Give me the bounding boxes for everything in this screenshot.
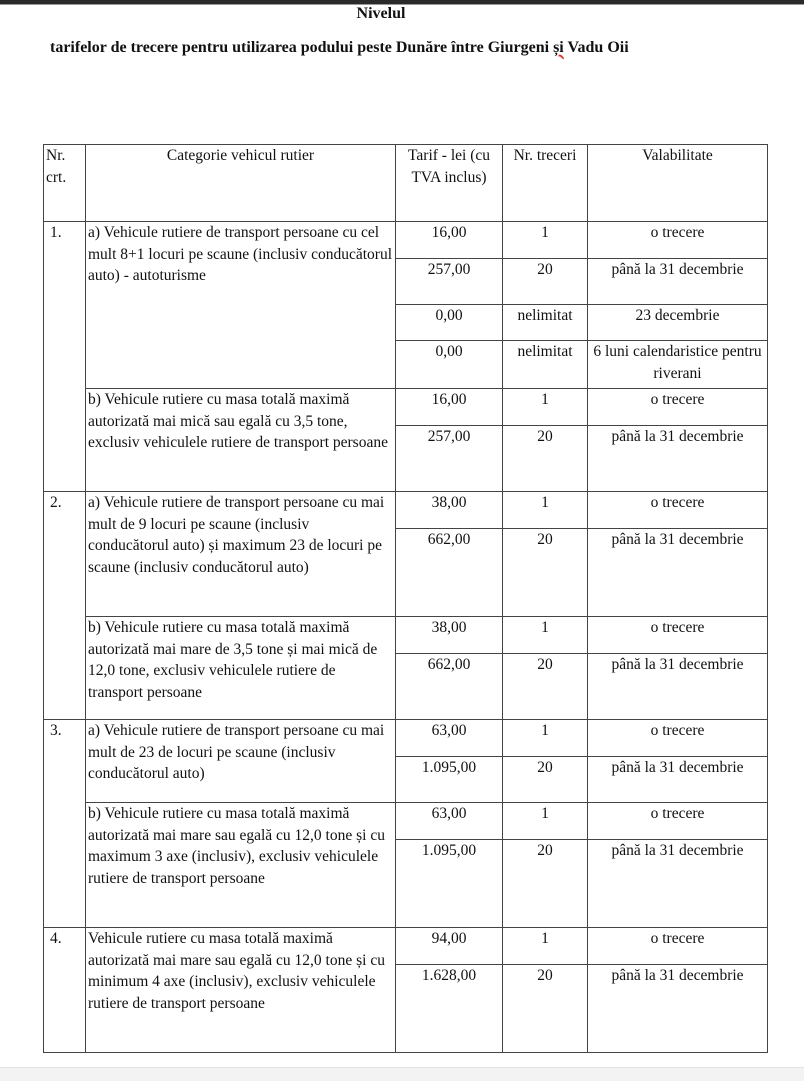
crossings-count: nelimitat	[503, 305, 588, 341]
crossings-count: 1	[503, 492, 588, 529]
validity: 23 decembrie	[588, 305, 768, 341]
table-row	[44, 389, 768, 426]
crossings-count: 1	[503, 720, 588, 757]
crossings-count: 20	[503, 259, 588, 305]
table-header-row	[44, 145, 768, 222]
table-row	[44, 720, 768, 757]
subtitle-text: tarifelor de trecere pentru utilizarea podului peste Dunăre între Giurgeni	[50, 39, 554, 56]
crossings-count: 1	[503, 617, 588, 654]
header-tarif: Tarif - lei (cu TVA inclus)	[396, 145, 503, 222]
row-number: 1.	[44, 222, 86, 492]
validity: până la 31 decembrie	[588, 840, 768, 928]
vehicle-category: b) Vehicule rutiere cu masa totală maximă autorizată mai mică sau egală cu 3,5 tone, exclusiv vehiculele rutiere de transport persoane	[86, 389, 396, 492]
tariff-value: 63,00	[396, 803, 503, 840]
validity: până la 31 decembrie	[588, 259, 768, 305]
header-valabilitate: Valabilitate	[588, 145, 768, 222]
validity: o trecere	[588, 492, 768, 529]
validity: până la 31 decembrie	[588, 426, 768, 492]
validity: o trecere	[588, 389, 768, 426]
crossings-count: 20	[503, 529, 588, 617]
validity: o trecere	[588, 222, 768, 259]
header-nr: Nr. crt.	[44, 145, 86, 222]
table-row	[44, 928, 768, 965]
tariff-value: 257,00	[396, 259, 503, 305]
validity: 6 luni calendaristice pentru riverani	[588, 341, 768, 389]
tariff-value: 1.628,00	[396, 965, 503, 1053]
tariff-value: 1.095,00	[396, 757, 503, 803]
crossings-count: 1	[503, 928, 588, 965]
validity: până la 31 decembrie	[588, 529, 768, 617]
tariff-value: 16,00	[396, 222, 503, 259]
tariff-value: 662,00	[396, 654, 503, 720]
validity: până la 31 decembrie	[588, 654, 768, 720]
validity: până la 31 decembrie	[588, 965, 768, 1053]
tariff-table	[43, 144, 768, 1053]
crossings-count: 20	[503, 654, 588, 720]
crossings-count: 20	[503, 965, 588, 1053]
vehicle-category: a) Vehicule rutiere de transport persoane cu cel mult 8+1 locuri pe scaune (inclusiv conducătorul auto) - autoturisme	[86, 222, 396, 389]
window-bottom-bar	[0, 1067, 804, 1081]
vehicle-category: Vehicule rutiere cu masa totală maximă autorizată mai mare sau egală cu 12,0 tone și cu minimum 4 axe (inclusiv), exclusiv vehiculele rutiere de transport persoane	[86, 928, 396, 1053]
crossings-count: 1	[503, 389, 588, 426]
table-row	[44, 222, 768, 259]
spellcheck-word: și	[553, 39, 564, 56]
tariff-value: 662,00	[396, 529, 503, 617]
tariff-value: 1.095,00	[396, 840, 503, 928]
tariff-value: 63,00	[396, 720, 503, 757]
row-number: 3.	[44, 720, 86, 928]
tariff-value: 16,00	[396, 389, 503, 426]
row-number: 2.	[44, 492, 86, 720]
crossings-count: nelimitat	[503, 341, 588, 389]
table-row	[44, 617, 768, 654]
vehicle-category: a) Vehicule rutiere de transport persoane cu mai mult de 9 locuri pe scaune (inclusiv conducătorul auto) și maximum 23 de locuri pe scaune (inclusiv conducătorul auto)	[86, 492, 396, 617]
tariff-value: 0,00	[396, 305, 503, 341]
tariff-value: 38,00	[396, 492, 503, 529]
validity: o trecere	[588, 720, 768, 757]
row-number: 4.	[44, 928, 86, 1053]
table-row	[44, 492, 768, 529]
crossings-count: 20	[503, 757, 588, 803]
tariff-value: 94,00	[396, 928, 503, 965]
document-title: Nivelul	[356, 5, 406, 22]
vehicle-category: a) Vehicule rutiere de transport persoane cu mai mult de 23 de locuri pe scaune (inclusiv conducătorul auto)	[86, 720, 396, 803]
table-row	[44, 803, 768, 840]
vehicle-category: b) Vehicule rutiere cu masa totală maximă autorizată mai mare sau egală cu 12,0 tone și cu maximum 3 axe (inclusiv), exclusiv vehiculele rutiere de transport persoane	[86, 803, 396, 928]
crossings-count: 20	[503, 426, 588, 492]
crossings-count: 20	[503, 840, 588, 928]
header-treceri: Nr. treceri	[503, 145, 588, 222]
vehicle-category: b) Vehicule rutiere cu masa totală maximă autorizată mai mare de 3,5 tone și mai mică de 12,0 tone, exclusiv vehiculele rutiere de transport persoane	[86, 617, 396, 720]
subtitle-text-end: Vadu Oii	[563, 39, 629, 56]
document-subtitle	[50, 39, 629, 57]
validity: o trecere	[588, 617, 768, 654]
crossings-count: 1	[503, 222, 588, 259]
validity: o trecere	[588, 928, 768, 965]
header-categorie: Categorie vehicul rutier	[86, 145, 396, 222]
tariff-value: 0,00	[396, 341, 503, 389]
tariff-value: 38,00	[396, 617, 503, 654]
validity: până la 31 decembrie	[588, 757, 768, 803]
validity: o trecere	[588, 803, 768, 840]
tariff-value: 257,00	[396, 426, 503, 492]
crossings-count: 1	[503, 803, 588, 840]
